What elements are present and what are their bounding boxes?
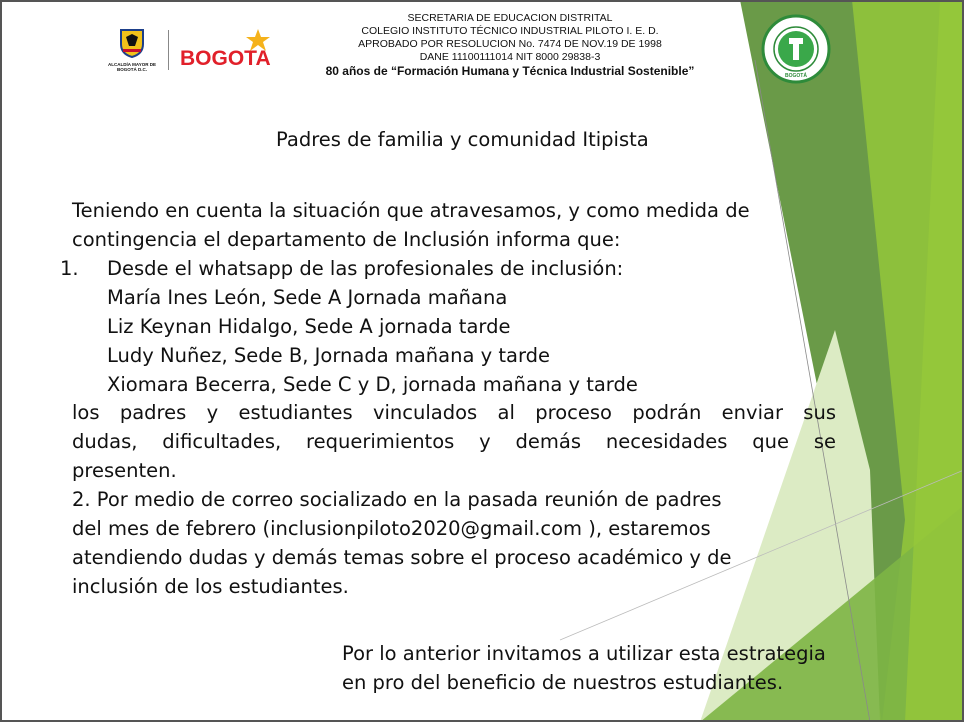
closing-line: Por lo anterior invitamos a utilizar esta estrategia <box>342 642 826 665</box>
paragraph-line: los padres y estudiantes vinculados al proceso podrán enviar sus <box>72 401 836 424</box>
alcaldia-logo <box>108 28 156 72</box>
header-line: COLEGIO INSTITUTO TÉCNICO INDUSTRIAL PILOTO I. E. D. <box>361 25 659 37</box>
school-seal-logo <box>761 14 831 84</box>
alcaldia-logo-text: ALCALDÍA MAYOR DE BOGOTÁ D.C. <box>108 62 156 72</box>
paragraph-line: 2. Por medio de correo socializado en la pasada reunión de padres <box>72 488 722 511</box>
header-line: DANE 11100111014 NIT 8000 29838-3 <box>419 51 601 63</box>
intro-line: Teniendo en cuenta la situación que atravesamos, y como medida de <box>72 199 750 222</box>
list-item-text: Desde el whatsapp de las profesionales de inclusión: <box>107 257 624 280</box>
header-motto: 80 años de “Formación Humana y Técnica Industrial Sostenible” <box>325 64 695 78</box>
bogota-logo: BOGOTA <box>180 47 271 70</box>
svg-text:BOGOTÁ: BOGOTÁ <box>785 73 807 79</box>
paragraph-line: inclusión de los estudiantes. <box>72 575 349 598</box>
contact-line: María Ines León, Sede A Jornada mañana <box>107 286 508 309</box>
paragraph-line: atendiendo dudas y demás temas sobre el proceso académico y de <box>72 546 732 569</box>
contact-line: Liz Keynan Hidalgo, Sede A jornada tarde <box>107 315 511 338</box>
list-number: 1. <box>60 257 79 280</box>
institution-header <box>300 12 720 78</box>
closing-line: en pro del beneficio de nuestros estudiantes. <box>342 671 784 694</box>
contact-line: Xiomara Becerra, Sede C y D, jornada mañana y tarde <box>107 373 638 396</box>
coat-of-arms-icon <box>119 28 145 58</box>
paragraph-line: del mes de febrero (inclusionpiloto2020@gmail.com ), estaremos <box>72 517 711 540</box>
intro-line: contingencia el departamento de Inclusión informa que: <box>72 228 621 251</box>
contact-line: Ludy Nuñez, Sede B, Jornada mañana y tarde <box>107 344 550 367</box>
logo-divider <box>168 30 169 70</box>
header-line: SECRETARIA DE EDUCACION DISTRITAL <box>407 12 613 24</box>
header-line: APROBADO POR RESOLUCION No. 7474 DE NOV.19 DE 1998 <box>358 38 662 50</box>
paragraph-line: presenten. <box>72 459 177 482</box>
paragraph-line: dudas, dificultades, requerimientos y demás necesidades que se <box>72 430 836 453</box>
page-title: Padres de familia y comunidad Itipista <box>276 128 649 151</box>
